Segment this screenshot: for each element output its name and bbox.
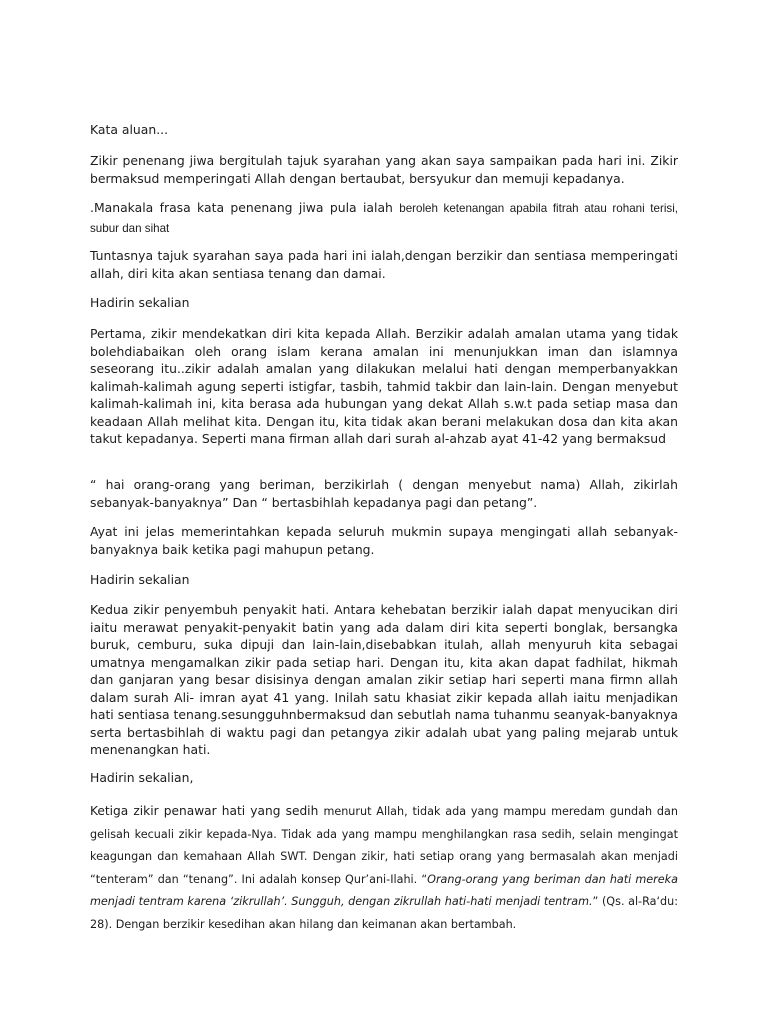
third-point-tail: ” (Qs. al-Ra‘du: 28). Dengan berzikir kesedihan akan hilang dan keimanan akan bertambah. [90, 895, 678, 931]
third-point-body: menurut Allah, tidak ada yang mampu meredam gundah dan gelisah kecuali zikir kepada-Nya. Tidak ada yang mampu menghilangkan rasa sedih, selain mengingat keagungan dan kemahaan Allah SWT. Dengan zikir, hati setiap orang yang bermasalah akan menjadi “tenteram” dan “tenang”. Ini adalah konsep Qur’ani-Ilahi. “ [90, 805, 678, 886]
quran-quote: Orang-orang yang beriman dan hati mereka menjadi tentram karena ‘zikrullah’. Sungguh, dengan zikrullah hati-hati menjadi tentram. [90, 872, 678, 909]
paragraph-third-point [90, 800, 678, 937]
definition-lead: .Manakala frasa kata penenang jiwa pula ialah [90, 200, 400, 215]
third-point-lead: Ketiga zikir penawar hati yang sedih [90, 804, 324, 818]
paragraph-first-point: Pertama, zikir mendekatkan diri kita kepada Allah. Berzikir adalah amalan utama yang tidak bolehdiabaikan oleh orang islam kerana amalan ini menunjukkan iman dan islamnya seseorang itu..zikir adalah amalan yang dilakukan melalui hati dengan memperbanyakkan kalimah-kalimah agung seperti istigfar, tasbih, tahmid takbir dan lain-lain. Dengan menyebut kalimah-kalimah ini, kita berasa ada hubungan yang dekat Allah s.w.t pada setiap masa dan keadaan Allah melihat kita. Dengan itu, kita tidak akan berani melakukan dosa dan kita akan takut kepadanya. Seperti mana firman allah dari surah al-ahzab ayat 41-42 yang bermaksud [90, 326, 678, 446]
paragraph-quote-ahzab: “ hai orang-orang yang beriman, berzikirlah ( dengan menyebut nama) Allah, zikirlah sebanyak-banyaknya” Dan “ bertasbihlah kepadanya pagi dan petang”. [90, 477, 678, 510]
paragraph-definition [90, 198, 678, 238]
paragraph-intro: Zikir penenang jiwa bergitulah tajuk syarahan yang akan saya sampaikan pada hari ini. Zikir bermaksud memperingati Allah dengan bertaubat, bersyukur dan memuji kepadanya. [90, 153, 678, 186]
paragraph-explanation: Ayat ini jelas memerintahkan kepada seluruh mukmin supaya mengingati allah sebanyak-banyaknya baik ketika pagi mahupun petang. [90, 524, 678, 557]
paragraph-conclusion-topic: Tuntasnya tajuk syarahan saya pada hari ini ialah,dengan berzikir dan sentiasa memperingati allah, diri kita akan sentiasa tenang dan damai. [90, 248, 678, 281]
definition-meaning: beroleh ketenangan apabila fitrah atau rohani terisi, subur dan sihat [90, 202, 678, 235]
salutation-2: Hadirin sekalian [90, 572, 190, 587]
opening-line: Kata aluan... [90, 122, 169, 137]
paragraph-second-point: Kedua zikir penyembuh penyakit hati. Antara kehebatan berzikir ialah dapat menyucikan diri iaitu merawat penyakit-penyakit batin yang ada dalam diri kita seperti bonglak, bersangka buruk, cemburu, suka dipuji dan lain-lain,disebabkan itulah, allah menyuruh kita sebagai umatnya mengamalkan zikir pada setiap hari. Dengan itu, kita akan dapat fadhilat, hikmah dan ganjaran yang besar disisinya dengan amalan zikir setiap hari seperti mana firmn allah dalam surah Ali- imran ayat 41 yang. Inilah satu khasiat zikir kepada allah iaitu menjadikan hati sentiasa tenang.sesungguhnbermaksud dan sebutlah nama tuhanmu seanyak-banyaknya serta bertasbihlah di waktu pagi dan petangya zikir adalah ubat yang paling mejarab untuk menenangkan hati. [90, 602, 678, 757]
salutation-1: Hadirin sekalian [90, 295, 190, 310]
salutation-3: Hadirin sekalian, [90, 770, 194, 785]
